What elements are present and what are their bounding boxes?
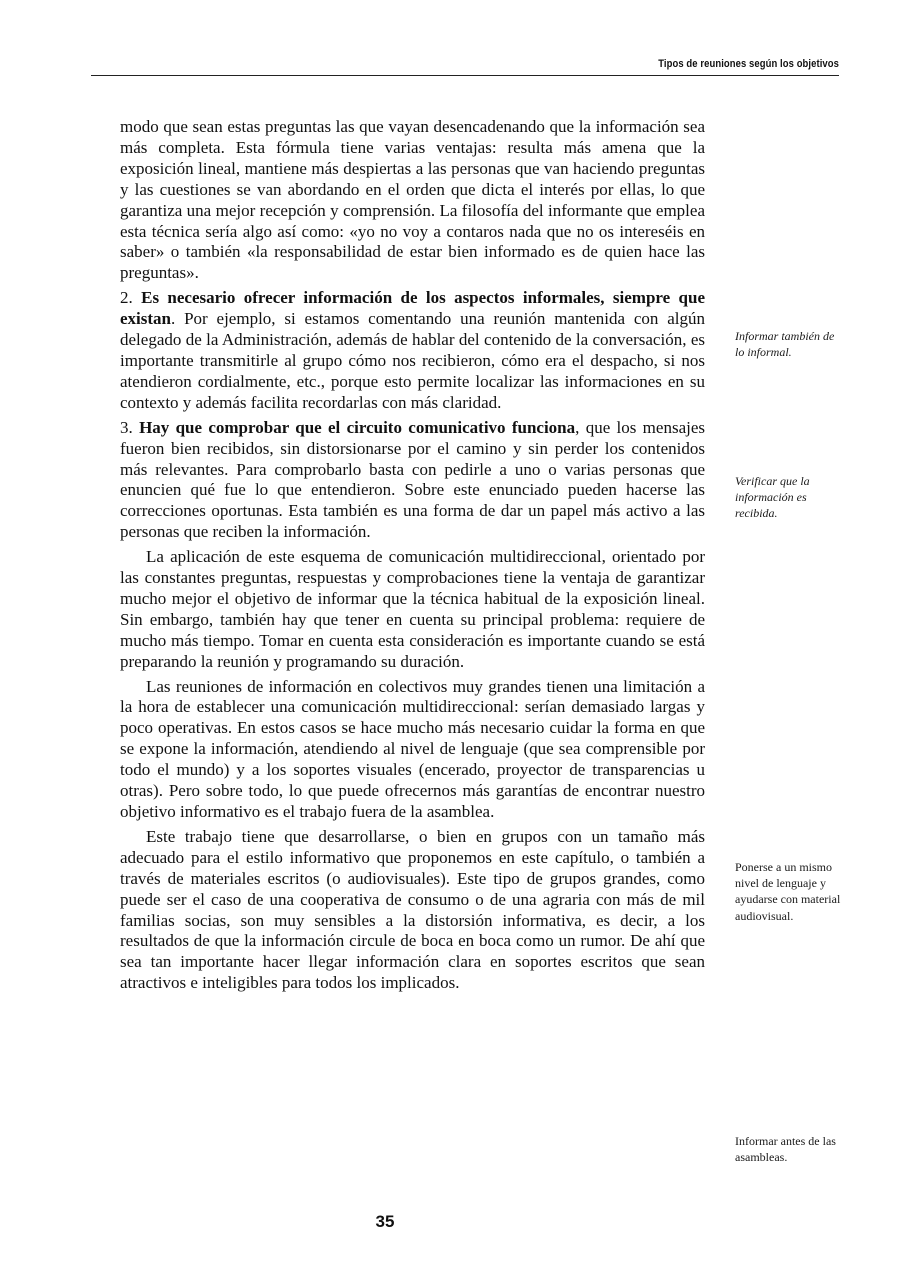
paragraph-trabajo: Este trabajo tiene que desarrollarse, o bien en grupos con un tamaño más adecuado para el estilo informativo que proponemos en este capítulo, o también a través de materiales escritos (o audiovisuales). Este tipo de grupos grandes, como puede ser el caso de una cooperativa de consumo o de una agraria con más de mil familias socias, son muy sensibles a la distorsión informativa, es decir, a los resultados de que la información circule de boca en boca como un rumor. De ahí que sea tan importante hacer llegar información clara en soportes escritos que sean atractivos e inteligibles para todos los implicados. <box>120 826 705 993</box>
paragraph-continuation: modo que sean estas preguntas las que vayan desencadenando que la información sea más completa. Esta fórmula tiene varias ventajas: resulta más amena que la exposición lineal, mantiene más despiertas a las personas que van haciendo preguntas y las cuestiones se van abordando en el orden que dicta el interés por ellas, lo que garantiza una mejor recepción y comprensión. La filosofía del informante que emplea esta técnica sería algo así como: «yo no voy a contaros nada que no os intereséis en saber» o también «la responsabilidad de estar bien informado es de quien hace las preguntas». <box>120 117 705 283</box>
running-header: Tipos de reuniones según los objetivos <box>658 58 839 70</box>
margin-note-asambleas: Informar antes de las asambleas. <box>735 1134 836 1165</box>
header-rule <box>91 75 839 76</box>
margin-note-verificar: Verificar que la información es recibida. <box>735 474 810 521</box>
paragraph-aplicacion: La aplicación de este esquema de comunicación multidireccional, orientado por las constantes preguntas, respuestas y comprobaciones tiene la ventaja de garantizar mucho mejor el objetivo de informar que la técnica habitual de la exposición lineal. Sin embargo, también hay que tener en cuenta su principal problema: requiere de mucho más tiempo. Tomar en cuenta esta consideración es importante cuando se está preparando la reunión y programando su duración. <box>120 547 705 671</box>
margin-note-informal: Informar también de lo informal. <box>735 329 835 360</box>
list-item-3-number: 3. <box>120 417 133 437</box>
list-item-2-number: 2. <box>120 288 133 308</box>
list-item-3-text: , que los mensajes fueron bien recibidos, sin distorsionarse por el camino y sin perder los contenidos más relevantes. Para comprobarlo basta con pedirle a uno o varias personas que enuncien qué fue lo que entendieron. Sobre este enunciado pueden hacerse las correcciones oportunas. Esta también es una forma de dar un papel más activo a las personas que reciben la información. <box>120 417 706 542</box>
list-item-3 <box>120 418 705 543</box>
margin-note-lenguaje: Ponerse a un mismo nivel de lenguaje y ayudarse con material audiovisual. <box>735 860 841 923</box>
main-text <box>120 117 705 998</box>
list-item-2-text: . Por ejemplo, si estamos comentando una reunión mantenida con algún delegado de la Administración, además de hablar del contenido de la conversación, es importante transmitirle al grupo cómo nos recibieron, cómo era el despacho, si nos atendieron cordialmente, etc., porque esto permite localizar las informaciones en su contexto y además facilita recordarlas con más claridad. <box>120 309 705 412</box>
paragraph-reuniones: Las reuniones de información en colectivos muy grandes tienen una limitación a la hora de establecer una comunicación multidireccional: serían demasiado largas y poco operativas. En estos casos se hace mucho más necesario cuidar la forma en que se expone la información, atendiendo al nivel de lenguaje (que sea comprensible por todo el mundo) y a los soportes visuales (encerado, proyector de transparencias u otras). Pero sobre todo, lo que puede ofrecernos más garantías de encontrar nuestro objetivo informativo es el trabajo fuera de la asamblea. <box>120 676 705 821</box>
list-item-2 <box>120 288 705 413</box>
list-item-3-heading: Hay que comprobar que el circuito comunicativo funciona <box>139 417 576 437</box>
list-item-2-heading: Es necesario ofrecer información de los aspectos informales, siempre que existan <box>120 288 705 329</box>
page-number: 35 <box>375 1212 395 1231</box>
